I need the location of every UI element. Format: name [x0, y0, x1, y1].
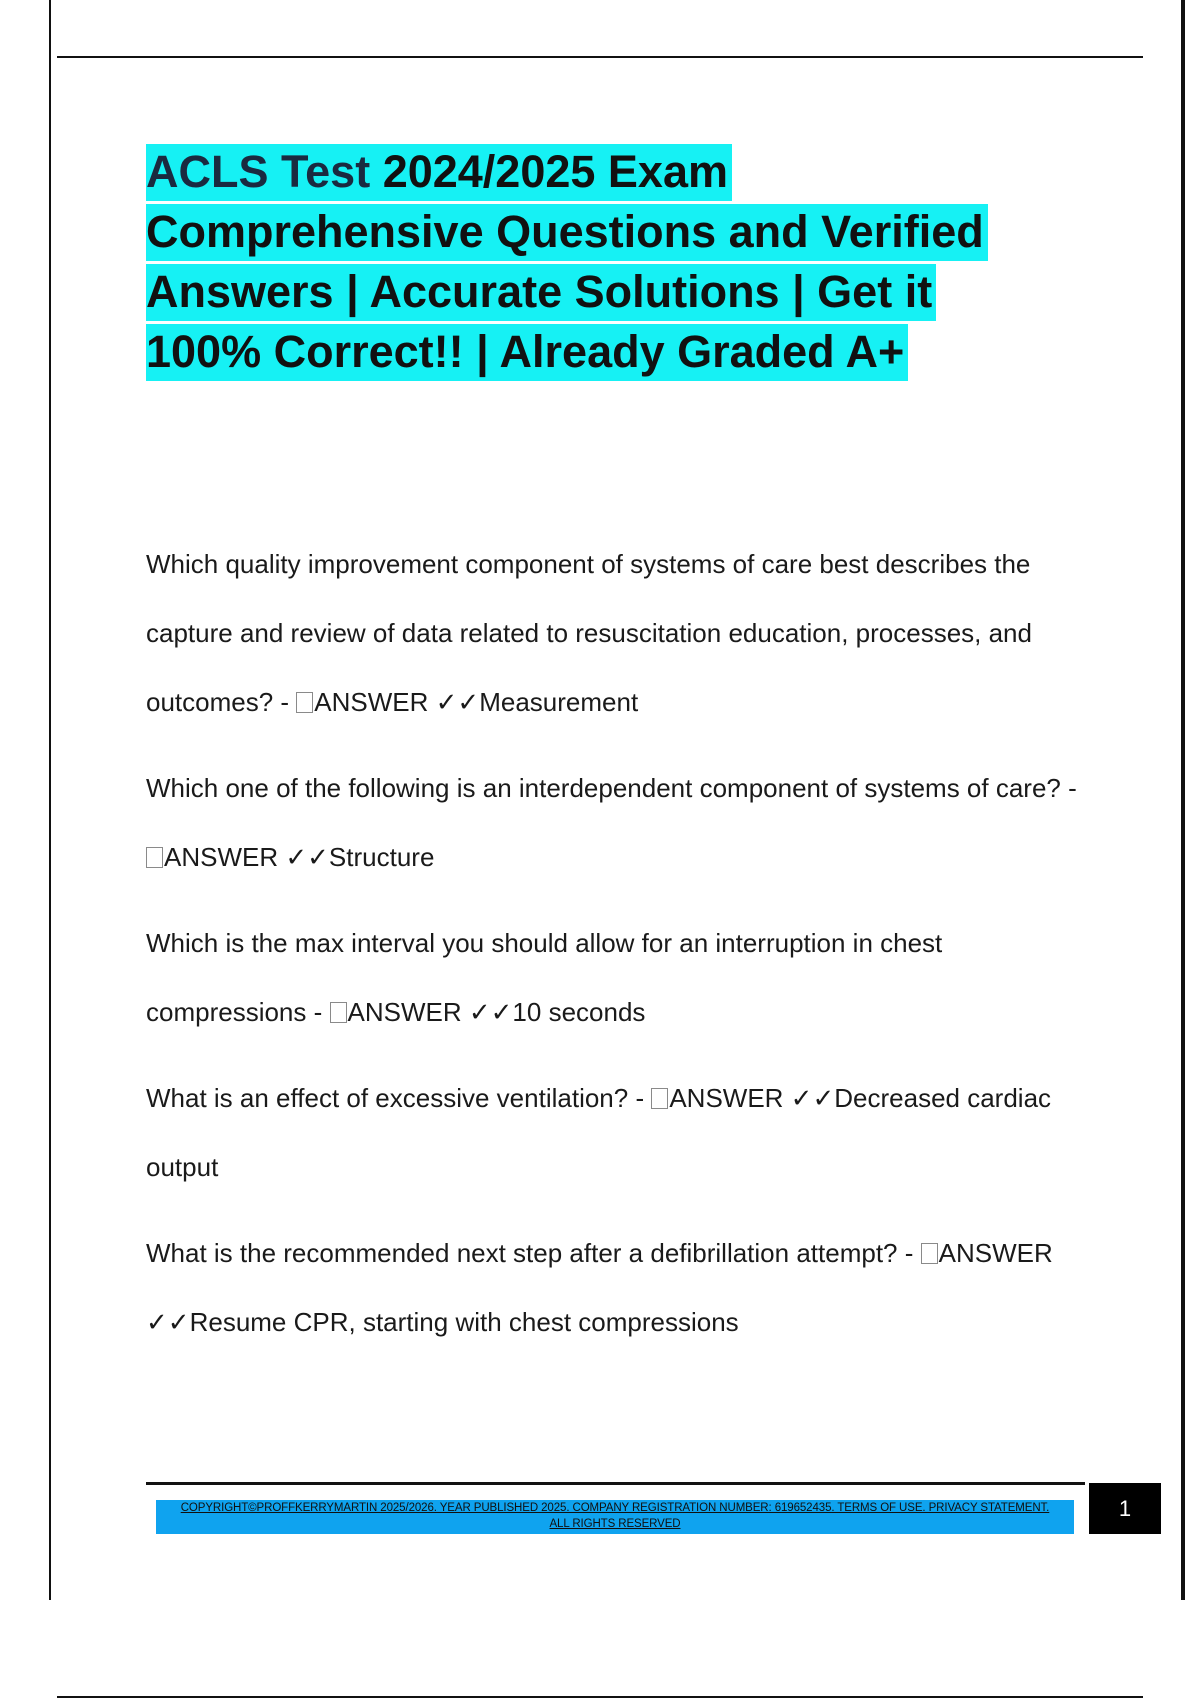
answer-marker: ANSWER ✓✓: [146, 1238, 1053, 1337]
page-border-left: [49, 0, 51, 1600]
answer-text: Measurement: [479, 687, 639, 717]
answer-marker: ANSWER ✓✓: [347, 997, 513, 1027]
answer-marker: ANSWER ✓✓: [164, 842, 329, 872]
checkbox-glyph-icon: [296, 692, 313, 713]
copyright-line: COPYRIGHT©PROFFKERRYMARTIN 2025/2026. YEAR PUBLISHED 2025. COMPANY REGISTRATION NUMBER: 619652435. TERMS OF USE. PRIVACY STATEMENT.: [180, 1502, 1050, 1514]
copyright-footer: [156, 1500, 1074, 1534]
answer-marker: ANSWER ✓✓: [669, 1083, 835, 1113]
title-line-4: 100% Correct!! | Already Graded A+: [146, 322, 1086, 382]
next-page-rule: [57, 1696, 1143, 1698]
question-text: Which is the max interval you should allow for an interruption in chest compressions -: [146, 928, 943, 1027]
rights-reserved-line: ALL RIGHTS RESERVED: [549, 1518, 681, 1530]
title-line-1: ACLS Test 2024/2025 Exam: [146, 142, 1086, 202]
qa-item: [146, 1064, 1086, 1202]
question-text: What is an effect of excessive ventilation? -: [146, 1083, 652, 1113]
answer-marker: ANSWER ✓✓: [314, 687, 480, 717]
checkbox-glyph-icon: [146, 847, 163, 868]
checkbox-glyph-icon: [921, 1243, 938, 1264]
question-text: Which quality improvement component of systems of care best describes the capture and review of data related to resuscitation education, processes, and outcomes? -: [146, 549, 1032, 717]
checkbox-glyph-icon: [651, 1088, 668, 1109]
question-text: What is the recommended next step after a defibrillation attempt? -: [146, 1238, 921, 1268]
qa-item: [146, 909, 1086, 1047]
qa-list: [146, 530, 1086, 1374]
answer-text: Structure: [328, 842, 435, 872]
checkbox-glyph-icon: [330, 1002, 347, 1023]
qa-item: [146, 530, 1086, 737]
question-text: Which one of the following is an interdependent component of systems of care? -: [146, 773, 1077, 803]
header-rule: [57, 56, 1143, 58]
page-number: 1: [1089, 1483, 1161, 1534]
answer-text: Resume CPR, starting with chest compressions: [189, 1307, 739, 1337]
page-border-right: [1181, 0, 1185, 1600]
title-line-2: Comprehensive Questions and Verified: [146, 202, 1086, 262]
answer-text: Decreased cardiac output: [146, 1083, 1052, 1182]
footer-rule: [146, 1482, 1085, 1485]
qa-item: [146, 754, 1086, 892]
answer-text: 10 seconds: [512, 997, 646, 1027]
title-line-3: Answers | Accurate Solutions | Get it: [146, 262, 1086, 322]
qa-item: [146, 1219, 1086, 1357]
document-title: [146, 142, 1086, 382]
